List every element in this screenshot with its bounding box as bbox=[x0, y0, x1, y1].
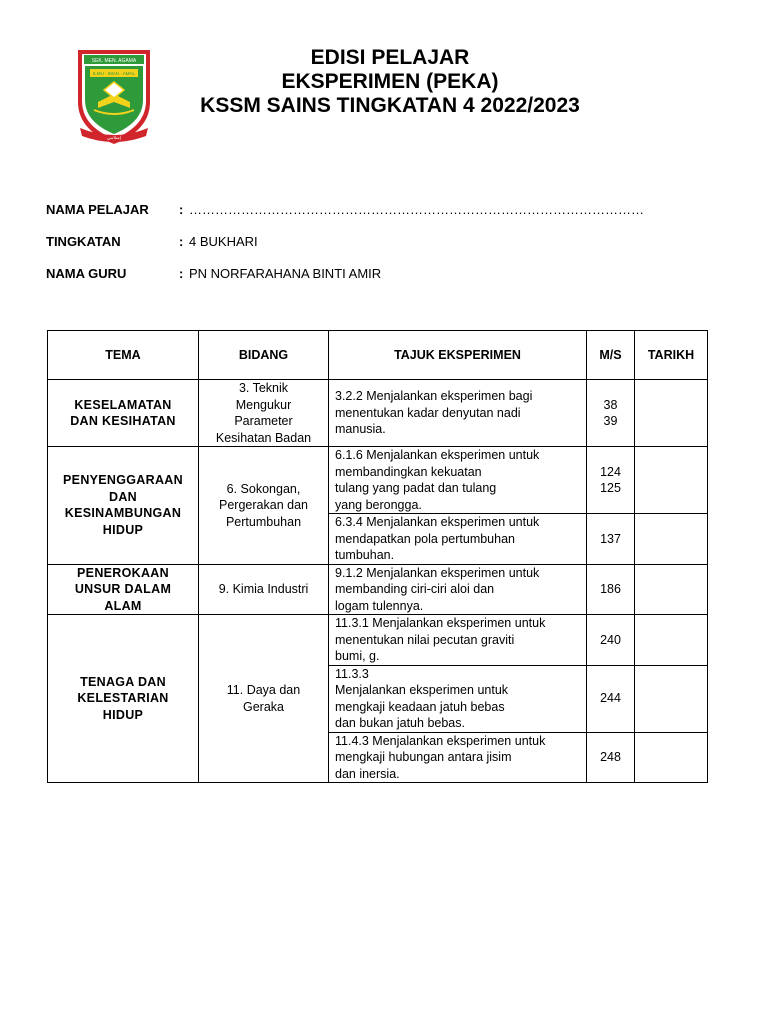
table-row bbox=[48, 615, 708, 666]
header-bidang: BIDANG bbox=[199, 331, 329, 380]
crest-bottom-text: إسلامي bbox=[107, 135, 121, 140]
colon: : bbox=[179, 234, 184, 249]
colon: : bbox=[179, 266, 184, 281]
bidang-cell: 3. Teknik Mengukur Parameter Kesihatan Badan bbox=[199, 380, 329, 447]
crest-icon bbox=[70, 44, 158, 146]
tema-cell: TENAGA DAN KELESTARIAN HIDUP bbox=[48, 615, 199, 783]
tarikh-cell[interactable] bbox=[635, 665, 708, 732]
table-header-row bbox=[48, 331, 708, 380]
ms-cell: 186 bbox=[587, 564, 635, 615]
tajuk-cell: 6.1.6 Menjalankan eksperimen untuk membandingkan kekuatan tulang yang padat dan tulang yang berongga. bbox=[329, 447, 587, 514]
ms-cell: 124 125 bbox=[587, 447, 635, 514]
tajuk-cell: 11.4.3 Menjalankan eksperimen untuk mengkaji hubungan antara jisim dan inersia. bbox=[329, 732, 587, 783]
nama-guru-value: PN NORFARAHANA BINTI AMIR bbox=[189, 266, 382, 281]
title-line-3: KSSM SAINS TINGKATAN 4 2022/2023 bbox=[200, 94, 580, 117]
nama-pelajar-label: NAMA PELAJAR bbox=[46, 202, 149, 217]
bidang-cell: 11. Daya dan Geraka bbox=[199, 615, 329, 783]
experiment-table bbox=[47, 330, 708, 783]
tajuk-cell: 3.2.2 Menjalankan eksperimen bagi menentukan kadar denyutan nadi manusia. bbox=[329, 380, 587, 447]
ms-cell: 38 39 bbox=[587, 380, 635, 447]
tajuk-cell: 11.3.3 Menjalankan eksperimen untuk mengkaji keadaan jatuh bebas dan bukan jatuh bebas. bbox=[329, 665, 587, 732]
tarikh-cell[interactable] bbox=[635, 447, 708, 514]
tajuk-cell: 11.3.1 Menjalankan eksperimen untuk menentukan nilai pecutan graviti bumi, g. bbox=[329, 615, 587, 666]
tingkatan-value: 4 BUKHARI bbox=[189, 234, 258, 249]
header-tajuk-eksperimen: TAJUK EKSPERIMEN bbox=[329, 331, 587, 380]
colon: : bbox=[179, 202, 184, 217]
school-crest-logo bbox=[70, 44, 158, 146]
tarikh-cell[interactable] bbox=[635, 514, 708, 565]
tarikh-cell[interactable] bbox=[635, 732, 708, 783]
table-row bbox=[48, 564, 708, 615]
bidang-cell: 6. Sokongan, Pergerakan dan Pertumbuhan bbox=[199, 447, 329, 565]
tingkatan-label: TINGKATAN bbox=[46, 234, 121, 249]
document-header bbox=[160, 46, 620, 118]
ms-cell: 244 bbox=[587, 665, 635, 732]
table-row bbox=[48, 447, 708, 514]
ms-cell: 248 bbox=[587, 732, 635, 783]
crest-banner-text: SEK. MEN. AGAMA bbox=[91, 58, 137, 64]
tajuk-cell: 6.3.4 Menjalankan eksperimen untuk mendapatkan pola pertumbuhan tumbuhan. bbox=[329, 514, 587, 565]
nama-pelajar-value: …………………………………………………………………………………………… bbox=[189, 202, 644, 217]
title-line-1: EDISI PELAJAR bbox=[310, 46, 470, 69]
table-row bbox=[48, 380, 708, 447]
nama-guru-label: NAMA GURU bbox=[46, 266, 127, 281]
ms-cell: 240 bbox=[587, 615, 635, 666]
header-tarikh: TARIKH bbox=[635, 331, 708, 380]
title-line-2: EKSPERIMEN (PEKA) bbox=[281, 70, 499, 93]
tarikh-cell[interactable] bbox=[635, 380, 708, 447]
tarikh-cell[interactable] bbox=[635, 564, 708, 615]
tarikh-cell[interactable] bbox=[635, 615, 708, 666]
bidang-cell: 9. Kimia Industri bbox=[199, 564, 329, 615]
tema-cell: PENEROKAAN UNSUR DALAM ALAM bbox=[48, 564, 199, 615]
tajuk-cell: 9.1.2 Menjalankan eksperimen untuk membanding ciri-ciri aloi dan logam tulennya. bbox=[329, 564, 587, 615]
header-tema: TEMA bbox=[48, 331, 199, 380]
crest-motto-text: ILMU · IMAN · AMAL bbox=[92, 71, 136, 76]
tema-cell: PENYENGGARAAN DAN KESINAMBUNGAN HIDUP bbox=[48, 447, 199, 565]
header-ms: M/S bbox=[587, 331, 635, 380]
ms-cell: 137 bbox=[587, 514, 635, 565]
tema-cell: KESELAMATAN DAN KESIHATAN bbox=[48, 380, 199, 447]
